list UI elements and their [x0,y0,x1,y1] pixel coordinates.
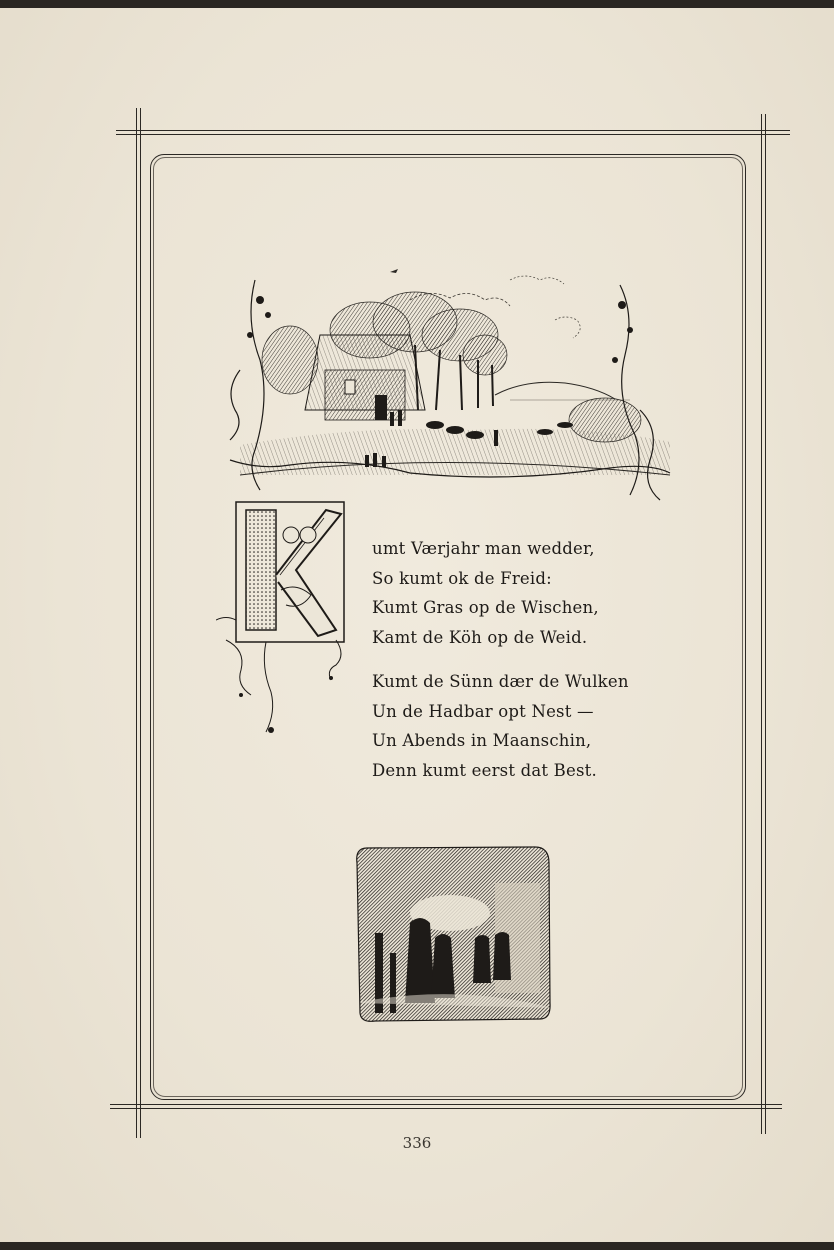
right-rule-outer [761,114,762,1134]
poem-line: So kumt ok de Freid: [372,568,552,588]
book-page [0,8,834,1242]
left-rule-inner [140,108,141,1138]
poem-line: Un Abends in Maanschin, [372,731,592,750]
top-rule-inner [116,134,790,135]
poem-line: Kumt Gras op de Wischen, [372,598,599,617]
poem-line: umt Værjahr man wedder, [372,539,595,558]
evening-scene-engraving [355,843,553,1023]
right-rule-inner [765,114,766,1134]
poem-line: Kumt de Sünn dær de Wulken [372,672,629,691]
poem-line: Denn kumt eerst dat Best. [372,760,597,780]
landscape-engraving [210,260,680,510]
stanza-two [372,667,629,785]
left-rule-outer [136,108,137,1138]
ornamental-initial-k [216,490,366,740]
poem-line: Kamt de Köh op de Weid. [372,627,588,647]
poem-line: Un de Hadbar opt Nest — [372,701,594,721]
page-number: 336 [402,1134,432,1152]
stanza-one [372,534,599,652]
top-rule-outer [116,130,790,131]
bottom-rule-inner [110,1108,782,1109]
bottom-rule-outer [110,1104,782,1105]
